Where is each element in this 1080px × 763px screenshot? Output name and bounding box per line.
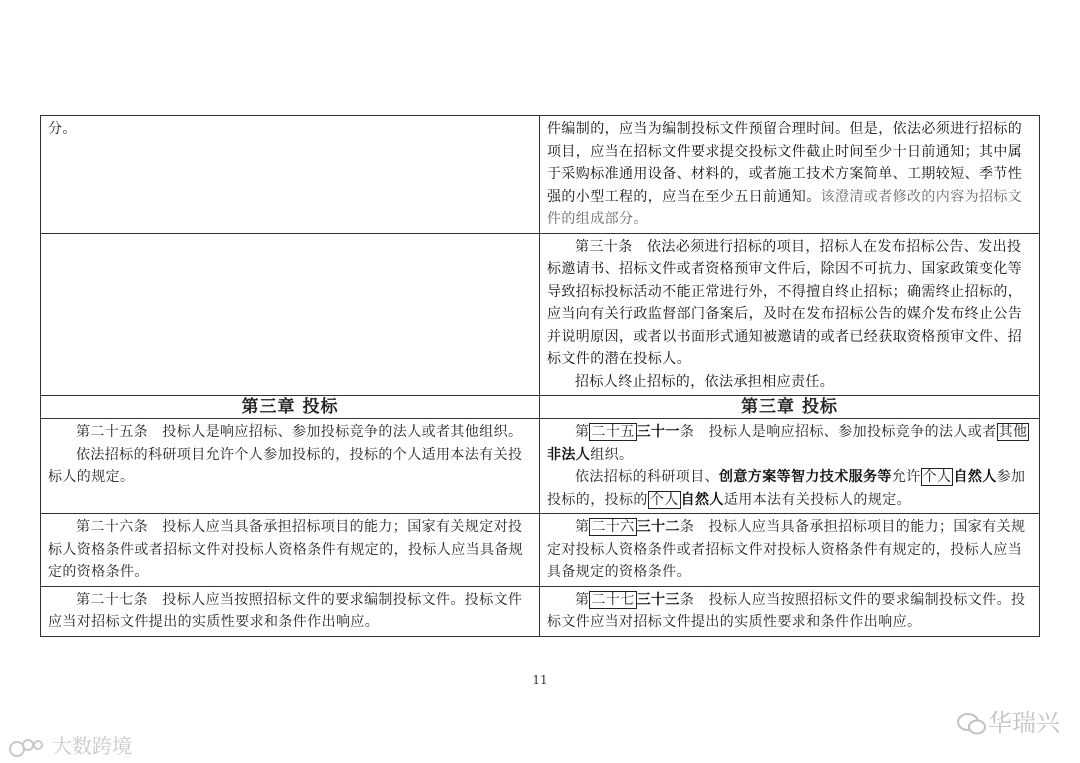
article-27-text: 第二十七条 投标人应当按照招标文件的要求编制投标文件。投标文件应当对招标文件提出的实质性要求和条件作出响应。 bbox=[48, 591, 523, 630]
inserted-text: 自然人 bbox=[953, 469, 997, 485]
watermark-left bbox=[8, 730, 132, 759]
right-cell bbox=[540, 116, 1040, 234]
right-cell bbox=[540, 514, 1040, 587]
inserted-text: 三十二 bbox=[636, 519, 680, 535]
deleted-text: 其他 bbox=[998, 424, 1028, 440]
left-cell bbox=[41, 514, 540, 587]
right-cell bbox=[540, 586, 1040, 636]
left-cell bbox=[41, 116, 540, 234]
article-31-text-2: 依法招标的科研项目、创意方案等智力技术服务等允许 个人 自然人参加投标的，投标的 个人 自然人适用本法有关投标人的规定。 bbox=[547, 469, 1026, 508]
right-cell bbox=[540, 233, 1040, 396]
inserted-text: 非法人 bbox=[547, 446, 591, 463]
article-30-text-2: 招标人终止招标的，依法承担相应责任。 bbox=[575, 373, 835, 390]
deleted-text: 二十六 bbox=[591, 519, 635, 535]
table-row bbox=[41, 233, 1040, 396]
table-row bbox=[41, 419, 1040, 514]
article-25-text: 第二十五条 投标人是响应招标、参加投标竞争的法人或者其他组织。 bbox=[76, 424, 523, 440]
left-cell bbox=[41, 419, 540, 514]
page-number: 11 bbox=[532, 673, 548, 687]
chapter-row bbox=[41, 396, 1040, 419]
right-cell bbox=[540, 419, 1040, 514]
comparison-table bbox=[40, 115, 1040, 637]
inserted-text: 三十三 bbox=[636, 591, 680, 608]
right-text: 件编制的，应当为编制投标文件预留合理时间。但是，依法必须进行招标的项目，应当在招标文件要求提交投标文件截止时间至少十日前通知；其中属于采购标准通用设备、材料的，或者施工技术方案简单、工期较短、季节性强的小型工程的，应当在至少五日前通知。 bbox=[547, 121, 1023, 205]
chapter-heading-right: 第三章 投标 bbox=[540, 396, 1040, 419]
inserted-text: 三十一 bbox=[636, 424, 680, 440]
deleted-text: 个人 bbox=[649, 491, 679, 508]
article-33-text: 第 二十七 三十三条 投标人应当按照招标文件的要求编制投标文件。投标文件应当对招标文件提出的实质性要求和条件作出响应。 bbox=[547, 591, 1026, 630]
watermark-right-text: 华瑞兴 bbox=[988, 709, 1060, 737]
left-cell-empty bbox=[41, 233, 540, 396]
chapter-heading-left: 第三章 投标 bbox=[41, 396, 540, 419]
logo-icon bbox=[8, 737, 52, 759]
left-text: 分。 bbox=[48, 121, 77, 137]
inserted-text: 创意方案等智力技术服务等 bbox=[719, 469, 892, 485]
watermark-left-text: 大数跨境 bbox=[52, 734, 132, 758]
wechat-icon bbox=[956, 711, 988, 737]
deleted-text: 二十五 bbox=[591, 424, 635, 440]
article-32-text: 第 二十六 三十二条 投标人应当具备承担招标项目的能力；国家有关规定对投标人资格条件或者招标文件对投标人资格条件有规定的，投标人应当具备规定的资格条件。 bbox=[547, 519, 1026, 580]
table-row bbox=[41, 586, 1040, 636]
article-25-text-2: 依法招标的科研项目允许个人参加投标的，投标的个人适用本法有关投标人的规定。 bbox=[48, 446, 523, 485]
article-31-text: 第 二十五 三十一条 投标人是响应招标、参加投标竞争的法人或者 其他非法人组织。 bbox=[547, 424, 1028, 463]
article-30-text: 第三十条 依法必须进行招标的项目，招标人在发布招标公告、发出投标邀请书、招标文件或者资格预审文件后，除因不可抗力、国家政策变化等导致招标投标活动不能正常进行外，不得擅自终止招标；确需终止招标的，应当向有关行政监督部门备案后，及时在发布招标公告的媒介发布终止公告并说明原因，或者以书面形式通知被邀请的或者已经获取资格预审文件、招标文件的潜在投标人。 bbox=[547, 238, 1023, 367]
deleted-text: 二十七 bbox=[591, 591, 635, 608]
right-text-grey: 该澄清或者修改的内容为招标文件的组成部分。 bbox=[547, 188, 1023, 227]
left-cell bbox=[41, 586, 540, 636]
inserted-text: 自然人 bbox=[680, 491, 724, 508]
table-row bbox=[41, 116, 1040, 234]
watermark-right bbox=[956, 703, 1060, 738]
table-row bbox=[41, 514, 1040, 587]
article-26-text: 第二十六条 投标人应当具备承担招标项目的能力；国家有关规定对投标人资格条件或者招标文件对投标人资格条件有规定的，投标人应当具备规定的资格条件。 bbox=[48, 519, 524, 580]
deleted-text: 个人 bbox=[922, 469, 952, 485]
